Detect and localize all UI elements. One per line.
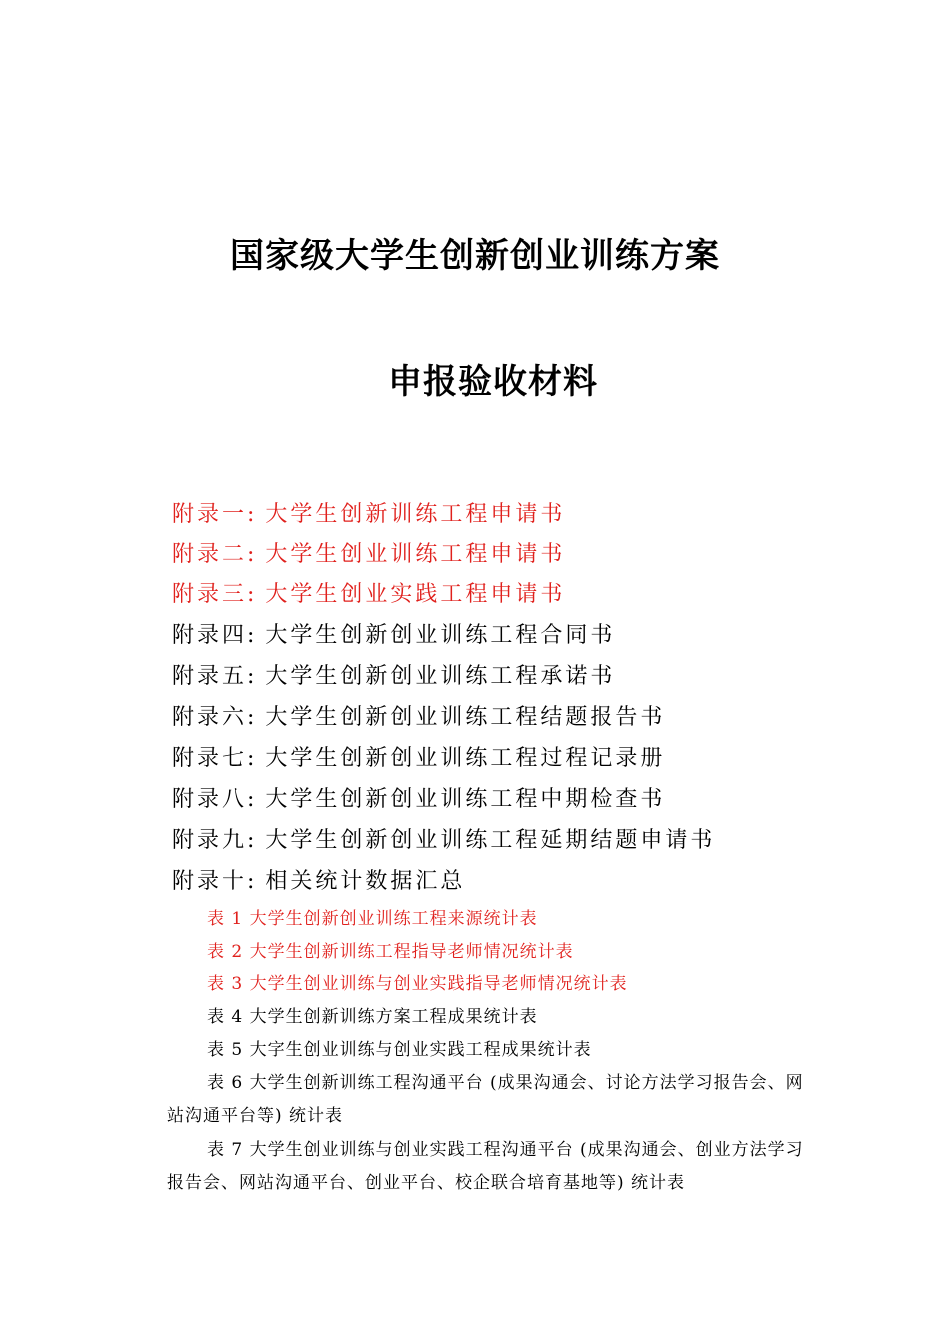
appendix-title: 大学生创业训练工程申请书	[265, 542, 566, 567]
document-title: 国家级大学生创新创业训练方案	[230, 236, 720, 276]
appendix-label: 附录三:	[172, 582, 258, 607]
document-subtitle: 申报验收材料	[388, 362, 598, 402]
table-item: 表 3 大学生创业训练与创业实践指导老师情况统计表	[207, 974, 628, 994]
table-item: 表 4 大学生创新训练方案工程成果统计表	[207, 1007, 538, 1027]
appendix-item	[172, 744, 665, 774]
appendix-title: 大学生创新训练工程申请书	[265, 502, 566, 527]
appendix-item	[172, 785, 665, 815]
appendix-title: 相关统计数据汇总	[265, 869, 466, 894]
appendix-label: 附录九:	[172, 828, 258, 853]
table-item: 表 1 大学生创新创业训练工程来源统计表	[207, 909, 538, 929]
table-item: 表 5 大字生创业训练与创业实践工程成果统计表	[207, 1040, 592, 1060]
appendix-item	[172, 703, 665, 733]
appendix-title: 大学生创新创业训练工程合同书	[265, 623, 616, 648]
appendix-item	[172, 826, 715, 856]
appendix-title: 大学生创新创业训练工程过程记录册	[265, 746, 666, 771]
table-item: 表 7 大学生创业训练与创业实践工程沟通平台 (成果沟通会、创业方法学习报告会、网站沟通平台、创业平台、校企联合培育基地等) 统计表	[167, 1140, 804, 1193]
appendix-label: 附录五:	[172, 664, 258, 689]
appendix-title: 大学生创新创业训练工程结题报告书	[265, 705, 666, 730]
appendix-title: 大学生创新创业训练工程中期检查书	[265, 787, 666, 812]
appendix-title: 大学生创新创业训练工程承诺书	[265, 664, 616, 689]
appendix-title: 大学生创新创业训练工程延期结题申请书	[265, 828, 716, 853]
appendix-title: 大学生创业实践工程申请书	[265, 582, 566, 607]
appendix-label: 附录二:	[172, 542, 258, 567]
appendix-label: 附录八:	[172, 787, 258, 812]
appendix-item	[172, 662, 615, 692]
table-item: 表 2 大学生创新训练工程指导老师情况统计表	[207, 942, 574, 962]
appendix-item	[172, 621, 615, 651]
appendix-label: 附录十:	[172, 869, 258, 894]
table-item: 表 6 大学生创新训练工程沟通平台 (成果沟通会、讨论方法学习报告会、网站沟通平台等) 统计表	[167, 1073, 804, 1126]
appendix-item	[172, 867, 465, 897]
appendix-item	[172, 580, 565, 610]
appendix-item	[172, 500, 565, 530]
appendix-label: 附录七:	[172, 746, 258, 771]
appendix-label: 附录一:	[172, 502, 258, 527]
appendix-label: 附录四:	[172, 623, 258, 648]
appendix-label: 附录六:	[172, 705, 258, 730]
appendix-item	[172, 540, 565, 570]
